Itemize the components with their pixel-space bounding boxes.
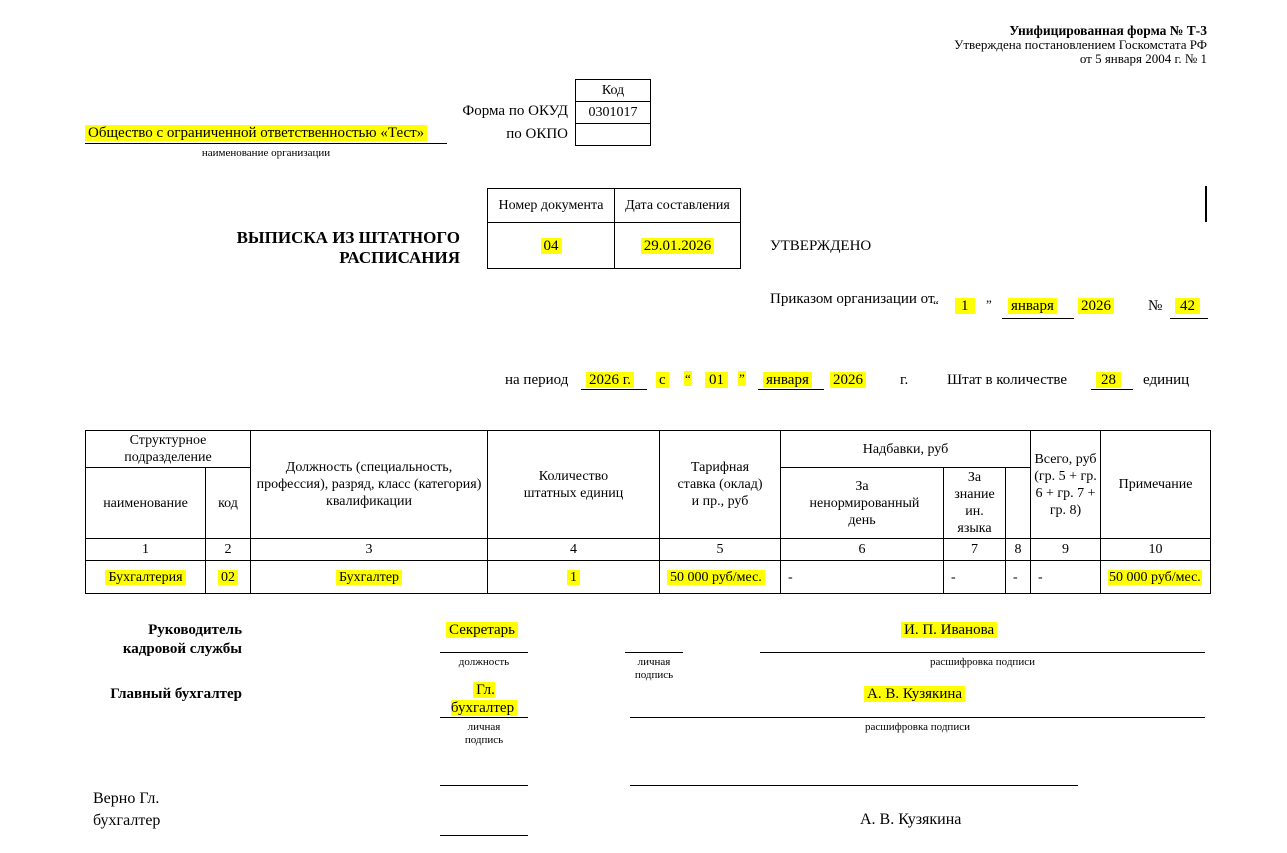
cell-allowance3: - [1006, 561, 1031, 594]
header-position: Должность (специальность, профессия), разряд, класс (категория) квалификации [251, 431, 488, 539]
cell-rate: 50 000 руб/мес. [660, 561, 781, 594]
doc-number-value: 04 [541, 238, 562, 254]
order-open-quote: “ [933, 297, 939, 312]
cell-unit-name: Бухгалтерия [86, 561, 206, 594]
period-underline [581, 389, 647, 390]
col-number: 9 [1031, 539, 1101, 561]
header-total: Всего, руб (гр. 5 + гр. 6 + гр. 7 + гр. 8) [1031, 431, 1101, 539]
order-number [1175, 297, 1200, 315]
order-month [1008, 297, 1057, 315]
staff-count [1096, 371, 1121, 389]
period-from [656, 371, 669, 389]
period-year-suffix: г. [900, 372, 909, 388]
order-month-underline [1002, 318, 1074, 319]
approved-label: УТВЕРЖДЕНО [770, 238, 872, 254]
certification-line-3 [630, 785, 1078, 786]
doc-date-value: 29.01.2026 [641, 238, 715, 254]
cell-allowance1: - [781, 561, 944, 594]
form-stamp [787, 24, 1207, 66]
okud-label: Форма по ОКУД [462, 103, 568, 119]
hr-position: Секретарь [446, 621, 518, 639]
form-stamp-approved-by: Утверждена постановлением Госкомстата РФ [954, 37, 1207, 52]
col-number: 6 [781, 539, 944, 561]
order-number-value: 42 [1175, 298, 1200, 314]
header-allowance3 [1006, 468, 1031, 539]
order-day-value: 1 [955, 298, 975, 314]
col-number: 5 [660, 539, 781, 561]
col-number: 7 [944, 539, 1006, 561]
period-label: на период [505, 372, 569, 388]
form-stamp-title: Унифицированная форма № Т-3 [1009, 23, 1207, 38]
order-year [1078, 297, 1114, 315]
order-no-sign: № [1148, 298, 1163, 314]
period-month-underline [758, 389, 824, 390]
header-structural-unit: Структурное подразделение [86, 431, 251, 468]
decryption-caption2: расшифровка подписи [865, 721, 970, 733]
col-number: 2 [206, 539, 251, 561]
header-unit-name: наименование [86, 468, 206, 539]
order-year-value: 2026 [1078, 298, 1114, 314]
chief-accountant-label: Главный бухгалтер [110, 686, 242, 702]
staff-units-label: единиц [1143, 372, 1190, 388]
okpo-label: по ОКПО [506, 126, 568, 142]
decryption-caption: расшифровка подписи [930, 656, 1035, 668]
col-number: 4 [488, 539, 660, 561]
okpo-code-cell [576, 124, 651, 146]
organization-name [85, 124, 427, 142]
personal-sign-caption2: личная подпись [464, 721, 504, 746]
period-value-text: 2026 г. [586, 372, 634, 388]
position-caption: должность [458, 656, 510, 668]
code-box [575, 79, 651, 146]
period-month [763, 371, 812, 389]
staff-count-underline [1091, 389, 1133, 390]
hr-signature-underline [625, 652, 683, 653]
chief-position: Гл. бухгалтер [442, 681, 526, 717]
header-allowances: Надбавки, руб [781, 431, 1031, 468]
staff-table [85, 430, 1211, 594]
doc-number-header: Номер документа [488, 189, 615, 223]
hr-position-underline [440, 652, 528, 653]
chief-signature-underline [440, 717, 528, 718]
header-rate: Тарифная ставка (оклад) и пр., руб [660, 431, 781, 539]
form-stamp-date: от 5 января 2004 г. № 1 [1079, 51, 1207, 66]
chief-name: А. В. Кузякина [864, 685, 965, 703]
organization-name-caption: наименование организации [201, 147, 331, 159]
order-month-value: января [1008, 298, 1057, 314]
header-note: Примечание [1101, 431, 1211, 539]
order-close-quote: ” [986, 297, 992, 312]
header-allowance2: За знание ин. языка [944, 468, 1006, 539]
doc-number-cell [488, 223, 615, 269]
doc-number-table [487, 188, 741, 269]
personal-sign-caption: личная подпись [634, 656, 674, 681]
period-from-text: с [656, 372, 669, 388]
header-quantity: Количество штатных единиц [488, 431, 660, 539]
table-row [86, 561, 1211, 594]
period-year-value: 2026 [830, 372, 866, 388]
okud-code-cell: 0301017 [576, 102, 651, 124]
cell-note: 50 000 руб/мес. [1101, 561, 1211, 594]
cell-allowance2: - [944, 561, 1006, 594]
code-box-header: Код [576, 80, 651, 102]
header-unit-code: код [206, 468, 251, 539]
hr-name-underline [760, 652, 1205, 653]
col-number: 10 [1101, 539, 1211, 561]
doc-date-header: Дата составления [615, 189, 741, 223]
hr-name: И. П. Иванова [901, 621, 997, 639]
text-cursor-mark [1205, 186, 1207, 222]
certification-name: А. В. Кузякина [860, 811, 962, 828]
certification-line-1 [440, 785, 528, 786]
page-title: ВЫПИСКА ИЗ ШТАТНОГО РАСПИСАНИЯ [236, 228, 460, 267]
header-allowance1: За ненормированный день [781, 468, 944, 539]
cell-total: - [1031, 561, 1101, 594]
period-open-quote: “ [685, 371, 691, 386]
period-year [830, 371, 866, 389]
period-month-value: января [763, 372, 812, 388]
col-number: 3 [251, 539, 488, 561]
col-number: 8 [1006, 539, 1031, 561]
period-day [705, 371, 728, 389]
doc-date-cell [615, 223, 741, 269]
hr-head-label: Руководитель кадровой службы [122, 622, 242, 657]
chief-name-underline [630, 717, 1205, 718]
period-day-value: 01 [705, 372, 728, 388]
order-label: Приказом организации от [770, 291, 935, 307]
order-day [955, 297, 975, 315]
cell-position: Бухгалтер [251, 561, 488, 594]
certification-label: Верно Гл. бухгалтер [93, 790, 161, 829]
period-value [586, 371, 634, 389]
staff-count-label: Штат в количестве [947, 372, 1068, 388]
certification-line-2 [440, 835, 528, 836]
cell-quantity: 1 [488, 561, 660, 594]
order-number-underline [1170, 318, 1208, 319]
organization-name-underline [85, 143, 447, 144]
organization-name-value: Общество с ограниченной ответственностью «Тест» [85, 125, 427, 141]
period-close-quote: ” [739, 371, 745, 386]
staff-count-value: 28 [1096, 372, 1121, 388]
col-number: 1 [86, 539, 206, 561]
cell-unit-code: 02 [206, 561, 251, 594]
